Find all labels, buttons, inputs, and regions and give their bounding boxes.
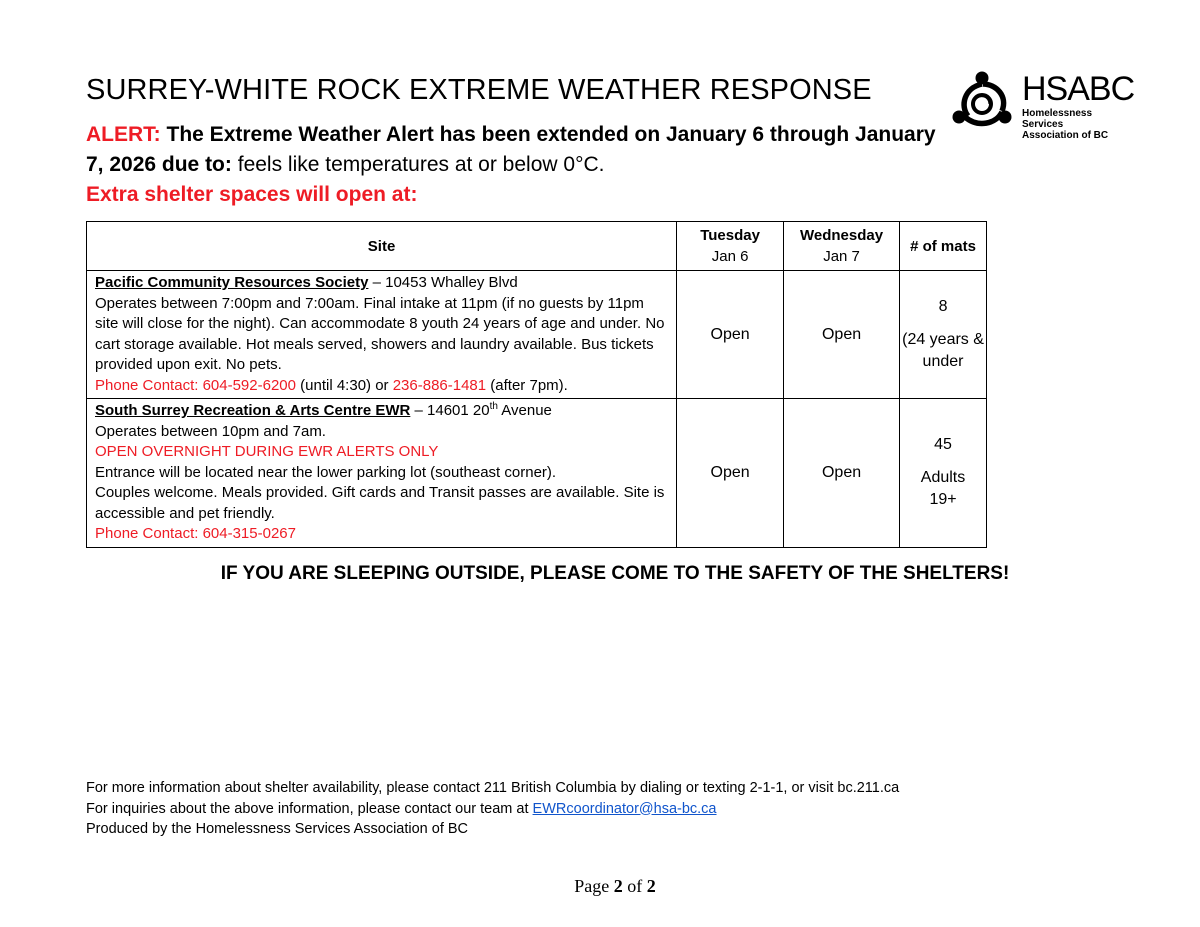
pager-of-word: of — [627, 876, 643, 896]
site-hours: Operates between 10pm and 7am. — [95, 422, 326, 440]
site-address-sup: th — [489, 401, 498, 412]
site-overnight-note: OPEN OVERNIGHT DURING EWR ALERTS ONLY — [95, 443, 439, 460]
header-day1: Tuesday — [700, 227, 760, 244]
site-cell-pcrs — [87, 271, 677, 399]
shelter-schedule-table — [86, 221, 987, 548]
footer-line-211: For more information about shelter availability, please contact 211 British Columbia by dialing or texting 2-1-1, or visit bc.211.ca — [86, 780, 900, 796]
header-mats: # of mats — [900, 222, 987, 271]
mats-cell — [900, 399, 987, 548]
header-day2: Wednesday — [800, 227, 884, 244]
pager-current: 2 — [613, 876, 623, 896]
status-day1: Open — [677, 271, 784, 399]
logo-subtitle — [1022, 108, 1132, 141]
footer-contact-text: For inquiries about the above information, please contact our team at — [86, 800, 529, 817]
logo-subtitle-line1: Homelessness Services — [1022, 108, 1093, 130]
site-address: – 10453 Whalley Blvd — [372, 274, 518, 291]
page-number — [0, 876, 1200, 897]
table-row — [87, 271, 987, 399]
status-day1: Open — [677, 399, 784, 548]
status-day2: Open — [784, 399, 900, 548]
email-link[interactable]: EWRcoordinator@hsa-bc.ca — [532, 800, 717, 817]
site-phone: Phone Contact: 604-315-0267 — [95, 525, 296, 542]
site-description: Operates between 7:00pm and 7:00am. Final intake at 11pm (if no guests by 11pm site will close for the night). Can accommodate 8 youth 24 years of age and under. No cart storage available. Hot meals served, showers and laundry available. Bus tickets provided upon exit. No pets. — [95, 294, 665, 373]
header-site: Site — [87, 222, 677, 271]
logo-wordmark: HSABC — [1022, 70, 1135, 108]
site-address: – 14601 20 — [414, 402, 490, 419]
pager-total: 2 — [646, 876, 656, 896]
table-row — [87, 399, 987, 548]
site-address-suffix: Avenue — [501, 402, 552, 419]
mats-count: 45 — [934, 436, 952, 454]
alert-reason: feels like temperatures at or below 0°C. — [237, 153, 605, 176]
mats-note: Adults 19+ — [920, 469, 966, 509]
site-phone-note2: (after 7pm). — [490, 376, 568, 394]
alert-bold-text: The Extreme Weather Alert has been extended on January 6 through January 7, 2026 due to: — [86, 123, 936, 176]
site-name: South Surrey Recreation & Arts Centre EWR — [95, 402, 411, 419]
mats-note: (24 years & under — [902, 331, 984, 370]
header-day2-date: Jan 7 — [823, 248, 860, 265]
extra-spaces-heading: Extra shelter spaces will open at: — [86, 183, 418, 206]
site-name: Pacific Community Resources Society — [95, 274, 369, 291]
table-header-row — [87, 222, 987, 271]
header-day1-date: Jan 6 — [711, 248, 749, 265]
header-tuesday — [677, 222, 784, 271]
footer — [86, 778, 899, 840]
site-entrance: Entrance will be located near the lower parking lot (southeast corner). — [95, 463, 557, 481]
hsabc-triskelion-logo-icon — [950, 70, 1014, 132]
site-phone2: 236-886-1481 — [392, 376, 487, 394]
mats-count: 8 — [938, 298, 948, 315]
alert-prefix: ALERT: — [86, 123, 161, 146]
footer-line-contact — [86, 799, 899, 820]
page-title: SURREY-WHITE ROCK EXTREME WEATHER RESPONSE — [86, 74, 872, 106]
alert-message — [86, 120, 956, 180]
pager-page-word: Page — [574, 876, 610, 896]
hsabc-logo — [950, 70, 1135, 141]
logo-subtitle-line2: Association of BC — [1022, 130, 1109, 141]
header-wednesday — [784, 222, 900, 271]
safety-message: IF YOU ARE SLEEPING OUTSIDE, PLEASE COME TO THE SAFETY OF THE SHELTERS! — [220, 563, 1010, 584]
site-phone: Phone Contact: 604-592-6200 — [95, 376, 296, 394]
mats-cell — [900, 271, 987, 399]
site-cell-south-surrey — [87, 399, 677, 548]
status-day2: Open — [784, 271, 900, 399]
footer-line-produced: Produced by the Homelessness Services Association of BC — [86, 821, 469, 837]
site-phone-note1: (until 4:30) or — [300, 376, 389, 394]
site-amenities: Couples welcome. Meals provided. Gift cards and Transit passes are available. Site is accessible and pet friendly. — [95, 484, 665, 522]
